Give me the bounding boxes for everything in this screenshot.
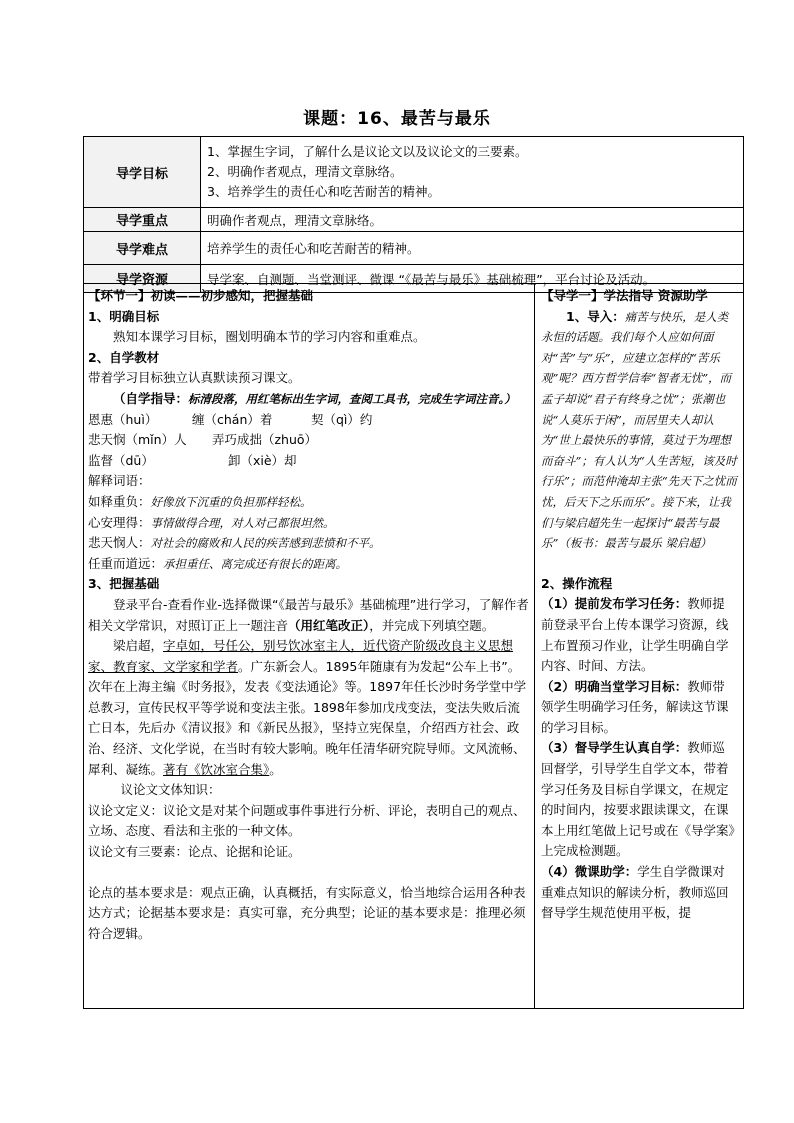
basics-text-a: 登录平台-查看作业-选择微课“《最苦与最乐》基础梳理”进行学习，了解作者相关文学常识，对照订正上一题注音: [88, 596, 529, 633]
heading-self-study: 2、自学教材: [88, 349, 160, 365]
vocab-term: 任重而道远：: [88, 555, 164, 571]
key-label: 导学重点: [84, 208, 201, 232]
step-label: （1）提前发布学习任务：: [541, 596, 688, 612]
step-label: （2）明确当堂学习目标：: [541, 678, 688, 694]
vocab-item: [88, 533, 530, 554]
vocab-term: 如释重负：: [88, 493, 151, 509]
vocab-term: 悲天悯人：: [88, 535, 151, 551]
pronunciation-row: [88, 410, 530, 431]
self-study-guide: [88, 389, 530, 410]
genre-three-elements: 议论文有三要素：论点、论据和论证。: [88, 844, 301, 860]
pronunciation-row: [88, 430, 530, 451]
guide-label: （自学指导：: [113, 390, 189, 406]
step-label: （3）督导学生认真自学：: [541, 740, 688, 756]
intro-text: 痛苦与快乐，是人类永恒的话题。我们每个人应如何面对“苦”与“乐”，应建立怎样的“苦乐观”呢？西方哲学信奉“智者无忧”，而孟子却说“君子有终身之忧”；张潮也说“人莫乐于闲”，而居里夫人却认为“世上最快乐的事情，莫过于为理想而奋斗”；有人认为“人生苦短，该及时行乐”；而范仲淹却主张“先天下之忧而忧，后天下之乐而乐”。接下来，让我们与梁启超先生一起探讨“最苦与最乐”（板书：最苦与最乐 梁启超）: [541, 309, 737, 551]
vocab-term: 心安理得：: [88, 514, 151, 530]
left-column: [84, 284, 535, 1008]
step-label: （4）微课助学：: [541, 864, 638, 880]
goal-item: 1、掌握生字词，了解什么是议论文以及议论文的三要素。: [207, 144, 528, 159]
goal-item: 3、培养学生的责任心和吃苦耐苦的精神。: [207, 184, 440, 199]
heading-objectives: 1、明确目标: [88, 308, 160, 324]
bio-c: 。广东新会人。1895年随康有为发起“公车上书”。次年在上海主编《时务报》，发表《变法通论》等。1897年任长沙时务学堂中学总教习，宣传民权平等学说和变法主张。1898年参加戊戌变法，变法失败后流亡日本，先后办《清议报》和《新民丛报》，坚持立宪保皇，介绍西方社会、政治、经济、文化学说，在当时有较大影响。晚年任清华研究院导师。文风流畅、犀利、凝练。: [88, 658, 527, 777]
vocab-def: 事情做得合理，对人对己都很坦然。: [150, 515, 335, 530]
procedure-step: [541, 594, 737, 676]
heading-procedure: 2、操作流程: [541, 575, 613, 591]
vocab-item: [88, 554, 530, 575]
author-bio: [88, 636, 530, 780]
basics-text: [88, 595, 530, 636]
objectives-text: 熟知本课学习目标，圈划明确本节的学习内容和重难点。: [113, 329, 426, 345]
pronunciation-row: [88, 451, 530, 472]
pron-item: 悲天悯（mǐn）人: [88, 432, 187, 448]
vocab-def: 对社会的腐败和人民的疾苦感到悲愤和不平。: [150, 536, 381, 551]
genre-requirements: 论点的基本要求是：观点正确，认真概括，有实际意义，恰当地综合运用各种表达方式；论据基本要求是：真实可靠，充分典型；论证的基本要求是：推理必须符合逻辑。: [88, 884, 526, 941]
lesson-body: [83, 283, 744, 1009]
step-text: 教师带领学生明确学习任务，解读这节课的学习目标。: [541, 678, 729, 735]
section-title-right: 【导学一】学法指导 资源助学: [541, 288, 708, 303]
pron-item: 监督（dū）: [88, 452, 154, 468]
vocab-def: 承担重任、离完成还有很长的距离。: [163, 556, 348, 571]
pron-item: 恩惠（huì）: [88, 411, 158, 427]
bio-a: 梁启超，: [113, 638, 164, 654]
bio-b: 字卓如，号任公，别号饮冰室主人，近代资产阶级改良主义思想家、教育家、文学家和学者: [88, 638, 514, 674]
bio-d: 著有《饮冰室合集》: [163, 761, 270, 777]
pron-item: 契（qì）约: [310, 411, 373, 427]
genre-title: 议论文文体知识：: [120, 782, 221, 798]
resource-content: 导学案、自测题、当堂测评、微课 “《最苦与最乐》基础梳理”，平台讨论及活动。: [201, 265, 744, 293]
key-content: 明确作者观点，理清文章脉络。: [201, 208, 744, 232]
intro-paragraph: [541, 307, 737, 554]
vocab-item: [88, 492, 530, 513]
goal-label: 导学目标: [84, 137, 201, 208]
vocab-item: [88, 513, 530, 534]
difficulty-label: 导学难点: [84, 232, 201, 265]
procedure-step: [541, 677, 737, 739]
step-text: 教师提前登录平台上传本课学习资源，线上布置预习作业，让学生明确自学内容、时间、方法。: [541, 596, 729, 674]
heading-basics: 3、把握基础: [88, 576, 160, 592]
step-text: 教师巡回督学，引导学生自学文本，带着学习任务及目标自学课文，在规定的时间内，按要求跟读课文，在课本上用红笔做上记号或在《导学案》上完成检测题。: [541, 740, 735, 859]
difficulty-row: [84, 232, 744, 265]
goal-item: 2、明确作者观点，理清文章脉络。: [207, 164, 403, 179]
goal-row: [84, 137, 744, 208]
intro-label: 1、导入：: [566, 308, 625, 324]
page-title: 课题：16、最苦与最乐: [303, 109, 491, 129]
guide-text: 标清段落，用红笔标出生字词，查阅工具书，完成生字词注音。）: [188, 391, 516, 406]
basics-text-b: （用红笔改正）: [288, 617, 370, 633]
vocab-def: 好像放下沉重的负担那样轻松。: [150, 494, 312, 509]
right-column: [535, 284, 743, 1008]
procedure-step: [541, 738, 737, 862]
difficulty-content: 培养学生的责任心和吃苦耐苦的精神。: [201, 232, 744, 265]
step-text: 学生自学微课对重难点知识的解读分析，教师巡回督导学生规范使用平板，提: [541, 864, 729, 921]
vocab-title: 解释词语：: [88, 473, 151, 489]
self-study-text: 带着学习目标独立认真默读预习课文。: [88, 370, 301, 386]
bio-e: 。: [269, 761, 282, 777]
lesson-info-table: [83, 136, 744, 293]
pron-item: 卸（xiè）却: [227, 452, 297, 468]
genre-definition: 议论文定义：议论文是对某个问题或事件事进行分析、评论，表明自己的观点、立场、态度、看法和主张的一种文体。: [88, 802, 526, 839]
pron-item: 弄巧成拙（zhuō）: [211, 432, 318, 448]
key-row: [84, 208, 744, 232]
procedure-step: [541, 862, 737, 924]
goal-content: [201, 137, 744, 208]
basics-text-c: ，并完成下列填空题。: [369, 617, 495, 633]
pron-item: 缠（chán）着: [191, 411, 273, 427]
section-title-left: 【环节一】初读——初步感知，把握基础: [88, 288, 314, 303]
resource-label: 导学资源: [84, 265, 201, 293]
